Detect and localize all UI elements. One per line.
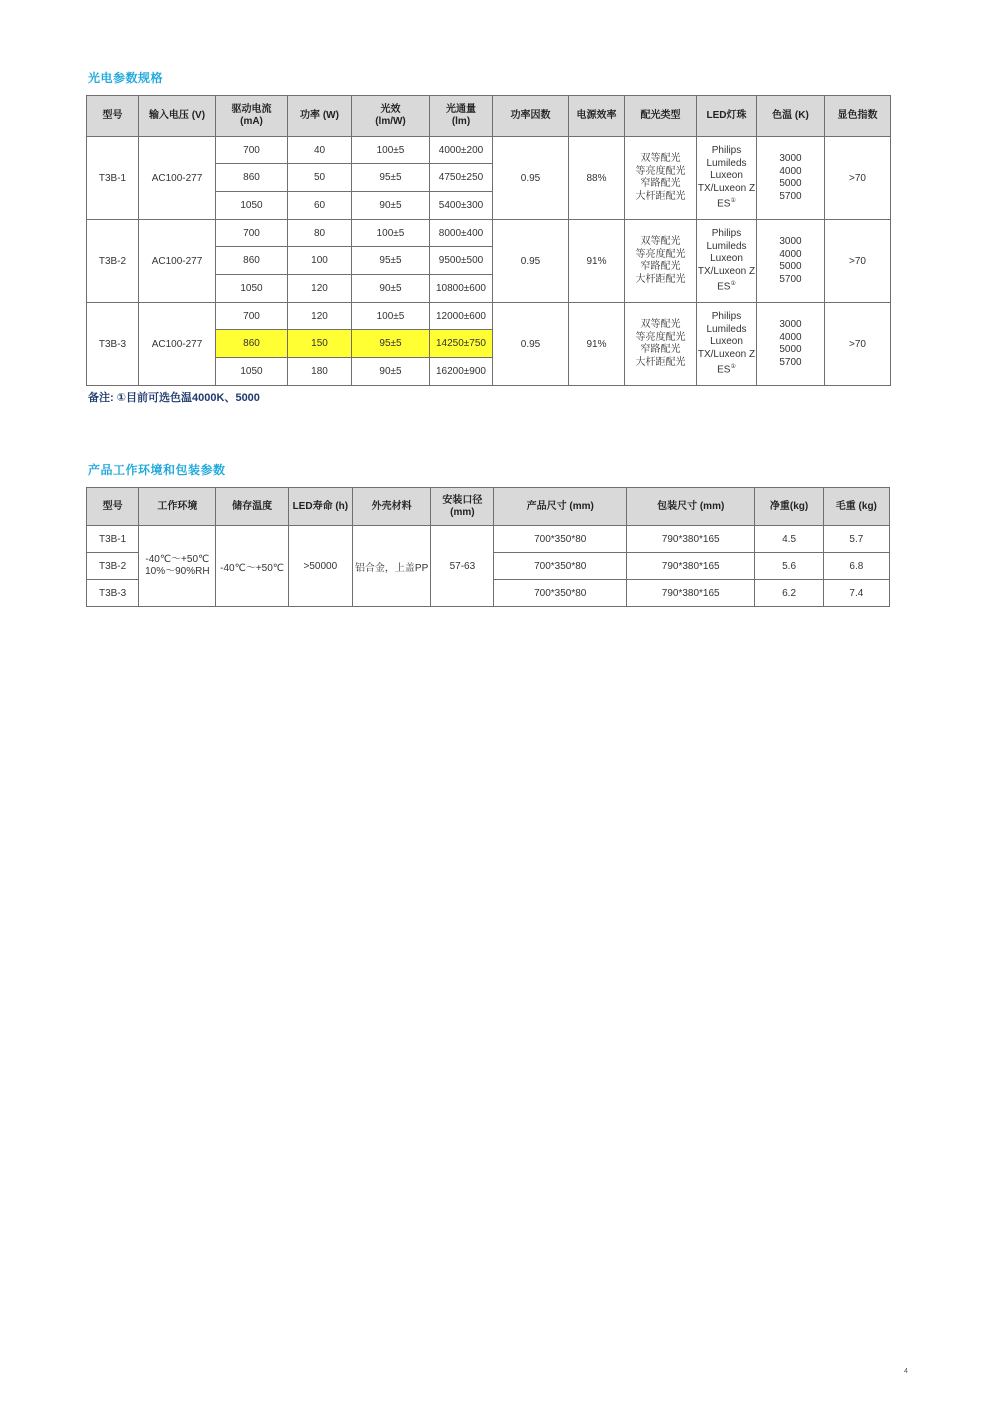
- led-cell: [697, 303, 757, 386]
- work-env-cell: -40℃～+50℃ 10%～90%RH: [139, 526, 216, 607]
- led-text: Philips Lumileds Luxeon TX/Luxeon Z ES: [697, 228, 756, 293]
- power-cell: 120: [288, 275, 352, 303]
- table-row: [87, 303, 891, 330]
- power-cell: 180: [288, 358, 352, 386]
- page-number: 4: [904, 1368, 908, 1375]
- power-cell: 150: [288, 330, 352, 358]
- flux-cell: 5400±300: [430, 192, 493, 220]
- power-factor-cell: 0.95: [493, 220, 569, 303]
- efficacy-cell: 90±5: [352, 192, 430, 220]
- gross-weight-cell: 7.4: [823, 580, 889, 607]
- header-gross-weight: 毛重 (kg): [823, 488, 889, 526]
- power-cell: 120: [288, 303, 352, 330]
- header-current: 驱动电流 (mA): [216, 96, 288, 137]
- gross-weight-cell: 6.8: [823, 553, 889, 580]
- product-size-cell: 700*350*80: [494, 526, 626, 553]
- power-cell: 60: [288, 192, 352, 220]
- header-driver-efficiency: 电源效率: [569, 96, 625, 137]
- header-model: 型号: [87, 96, 139, 137]
- header-model: 型号: [87, 488, 139, 526]
- efficacy-cell: 90±5: [352, 358, 430, 386]
- current-cell: 1050: [216, 192, 288, 220]
- header-package-size: 包装尺寸 (mm): [626, 488, 754, 526]
- flux-cell: 14250±750: [430, 330, 493, 358]
- led-footnote-mark: ①: [730, 364, 736, 371]
- model-cell: T3B-2: [87, 553, 139, 580]
- section1-title: 光电参数规格: [88, 71, 164, 85]
- table-row: [87, 526, 890, 553]
- light-distribution-cell: 双等配光 等亮度配光 窄路配光 大杆距配光: [625, 137, 697, 220]
- current-cell: 860: [216, 164, 288, 192]
- header-power: 功率 (W): [288, 96, 352, 137]
- photoelectric-spec-table: [86, 95, 891, 386]
- environment-package-table: [86, 487, 890, 607]
- current-cell: 700: [216, 220, 288, 247]
- power-cell: 80: [288, 220, 352, 247]
- table-header-row: [87, 96, 891, 137]
- header-work-env: 工作环境: [139, 488, 216, 526]
- cri-cell: >70: [825, 137, 891, 220]
- voltage-cell: AC100-277: [139, 137, 216, 220]
- flux-cell: 4750±250: [430, 164, 493, 192]
- efficacy-cell: 95±5: [352, 164, 430, 192]
- light-distribution-cell: 双等配光 等亮度配光 窄路配光 大杆距配光: [625, 220, 697, 303]
- power-factor-cell: 0.95: [493, 303, 569, 386]
- section2-title: 产品工作环境和包装参数: [88, 463, 226, 477]
- header-power-factor: 功率因数: [493, 96, 569, 137]
- header-led: LED灯珠: [697, 96, 757, 137]
- led-cell: [697, 137, 757, 220]
- header-mount-diameter: 安装口径 (mm): [431, 488, 494, 526]
- current-cell: 1050: [216, 358, 288, 386]
- current-cell: 700: [216, 303, 288, 330]
- cri-cell: >70: [825, 220, 891, 303]
- flux-cell: 16200±900: [430, 358, 493, 386]
- header-cri: 显色指数: [825, 96, 891, 137]
- flux-cell: 8000±400: [430, 220, 493, 247]
- model-cell: T3B-3: [87, 580, 139, 607]
- net-weight-cell: 6.2: [755, 580, 823, 607]
- led-cell: [697, 220, 757, 303]
- current-cell: 1050: [216, 275, 288, 303]
- efficacy-cell: 95±5: [352, 247, 430, 275]
- led-footnote-mark: ①: [730, 281, 736, 288]
- cri-cell: >70: [825, 303, 891, 386]
- header-product-size: 产品尺寸 (mm): [494, 488, 626, 526]
- voltage-cell: AC100-277: [139, 303, 216, 386]
- efficacy-cell: 100±5: [352, 137, 430, 164]
- storage-temp-cell: -40℃～+50℃: [216, 526, 288, 607]
- efficacy-cell: 100±5: [352, 303, 430, 330]
- power-cell: 50: [288, 164, 352, 192]
- mount-diameter-cell: 57-63: [431, 526, 494, 607]
- flux-cell: 10800±600: [430, 275, 493, 303]
- power-cell: 40: [288, 137, 352, 164]
- header-light-distribution: 配光类型: [625, 96, 697, 137]
- flux-cell: 12000±600: [430, 303, 493, 330]
- table-row: [87, 220, 891, 247]
- driver-efficiency-cell: 91%: [569, 220, 625, 303]
- product-size-cell: 700*350*80: [494, 553, 626, 580]
- light-distribution-cell: 双等配光 等亮度配光 窄路配光 大杆距配光: [625, 303, 697, 386]
- package-size-cell: 790*380*165: [626, 526, 754, 553]
- footnote: 备注: ①目前可选色温4000K、5000: [88, 392, 260, 404]
- header-housing-material: 外壳材料: [352, 488, 430, 526]
- model-cell: T3B-3: [87, 303, 139, 386]
- gross-weight-cell: 5.7: [823, 526, 889, 553]
- current-cell: 860: [216, 247, 288, 275]
- model-cell: T3B-2: [87, 220, 139, 303]
- current-cell: 860: [216, 330, 288, 358]
- header-cct: 色温 (K): [757, 96, 825, 137]
- header-storage-temp: 储存温度: [216, 488, 288, 526]
- header-led-life: LED寿命 (h): [288, 488, 352, 526]
- power-cell: 100: [288, 247, 352, 275]
- flux-cell: 4000±200: [430, 137, 493, 164]
- flux-cell: 9500±500: [430, 247, 493, 275]
- net-weight-cell: 4.5: [755, 526, 823, 553]
- package-size-cell: 790*380*165: [626, 580, 754, 607]
- efficacy-cell: 95±5: [352, 330, 430, 358]
- current-cell: 700: [216, 137, 288, 164]
- housing-material-cell: 铝合金，上盖PP: [352, 526, 430, 607]
- product-size-cell: 700*350*80: [494, 580, 626, 607]
- led-life-cell: >50000: [288, 526, 352, 607]
- header-voltage: 输入电压 (V): [139, 96, 216, 137]
- package-size-cell: 790*380*165: [626, 553, 754, 580]
- led-text: Philips Lumileds Luxeon TX/Luxeon Z ES: [697, 145, 756, 210]
- model-cell: T3B-1: [87, 137, 139, 220]
- header-net-weight: 净重(kg): [755, 488, 823, 526]
- efficacy-cell: 90±5: [352, 275, 430, 303]
- cct-cell: 3000 4000 5000 5700: [757, 303, 825, 386]
- model-cell: T3B-1: [87, 526, 139, 553]
- voltage-cell: AC100-277: [139, 220, 216, 303]
- led-text: Philips Lumileds Luxeon TX/Luxeon Z ES: [697, 311, 756, 376]
- header-flux: 光通量 (lm): [430, 96, 493, 137]
- power-factor-cell: 0.95: [493, 137, 569, 220]
- cct-cell: 3000 4000 5000 5700: [757, 220, 825, 303]
- driver-efficiency-cell: 88%: [569, 137, 625, 220]
- cct-cell: 3000 4000 5000 5700: [757, 137, 825, 220]
- led-footnote-mark: ①: [730, 198, 736, 205]
- efficacy-cell: 100±5: [352, 220, 430, 247]
- table-row: [87, 137, 891, 164]
- header-efficacy: 光效 (lm/W): [352, 96, 430, 137]
- net-weight-cell: 5.6: [755, 553, 823, 580]
- table-header-row: [87, 488, 890, 526]
- driver-efficiency-cell: 91%: [569, 303, 625, 386]
